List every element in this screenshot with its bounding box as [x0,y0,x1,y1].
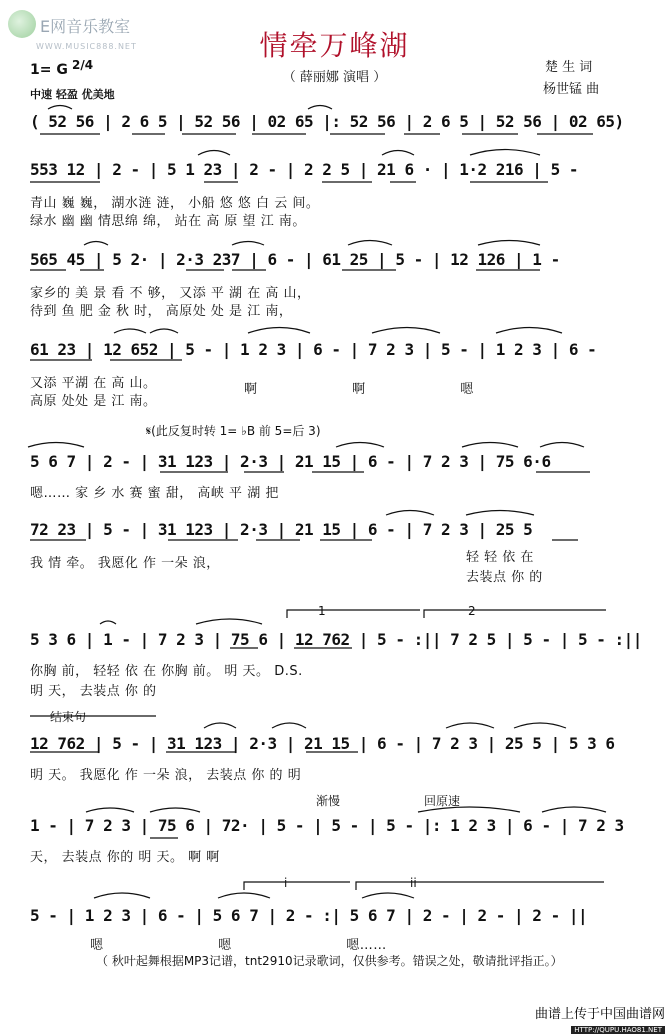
composer-credit: 杨世锰 曲 [543,82,600,97]
coda-label: 结束句 [50,710,87,724]
source-badge-url: HTTP://QUPU.HAO81.NET [571,1026,665,1034]
volta-i-label: i [284,876,288,890]
lyrics-row-5: 嗯…… 家 乡 水 赛 蜜 甜， 高峡 平 湖 把 [30,486,279,501]
lyrics-row-6: 我 情 牵。 我愿化 作 一朵 浪， [30,556,220,571]
lyrics-row-4-verse2: 高原 处处 是 江 南。 [30,394,157,409]
notation-row-3: 565 45 | 5 2· | 2·3 237 | 6 - | 61 25 | 5 - | 12 126 | 1 - [30,250,560,269]
transcription-note: （ 秋叶起舞根据MP3记谱，tnt2910记录歌词，仅供参考。错误之处，敬请批评指正。） [96,954,563,968]
notation-row-9: 1 - | 7 2 3 | 75 6 | 72· | 5 - | 5 - | 5 - |: 1 2 3 | 6 - | 7 2 3 [30,816,624,835]
lyrics-row-7-verse1: 你胸 前， 轻轻 依 在 你胸 前。 明 天。 D.S. [30,664,303,679]
key-signature: 1= G [30,62,68,78]
notation-row-5: 5 6 7 | 2 - | 31 123 | 2·3 | 21 15 | 6 - | 7 2 3 | 75 6·6 [30,452,551,471]
lyrics-row-9: 天， 去装点 你的 明 天。 啊 啊 [30,850,220,865]
volta-ii-label: ii [410,876,417,890]
a-tempo-label: 回原速 [424,794,461,808]
notation-row-10: 5 - | 1 2 3 | 6 - | 5 6 7 | 2 - :| 5 6 7 | 2 - | 2 - | 2 - || [30,906,588,925]
segno-annotation: 𝄋(此反复时转 1= ♭B 前 5=后 3) [146,424,321,438]
watermark-url: WWW.MUSIC888.NET [36,42,137,51]
lyrics-row-4-verse1: 又添 平湖 在 高 山。 [30,376,157,391]
source-badge: 曲谱上传于中国曲谱网 [534,1007,665,1022]
lyrics-row-2-verse1: 青山 巍 巍， 湖水涟 涟， 小船 悠 悠 白 云 间。 [30,196,320,211]
notation-row-4: 61 23 | 12 652 | 5 - | 1 2 3 | 6 - | 7 2 3 | 5 - | 1 2 3 | 6 - [30,340,597,359]
ritardando-label: 渐慢 [316,794,341,808]
lyrics-row-6-side1: 轻 轻 依 在 [466,550,534,565]
notation-row-7: 5 3 6 | 1 - | 7 2 3 | 75 6 | 12 762 | 5 - :|| 7 2 5 | 5 - | 5 - :|| [30,630,642,649]
volta-2-label: 2 [468,604,476,618]
lyrics-row-8: 明 天。 我愿化 作 一朵 浪， 去装点 你 的 明 [30,768,302,783]
time-signature: 2/4 [72,58,94,72]
watermark-site: E网音乐教室 [40,17,131,36]
lyrics-row-3-verse2: 待到 鱼 肥 金 秋 时， 高原处 处 是 江 南， [30,304,293,319]
tempo-marking: 中速 轻盈 优美地 [30,88,115,101]
notation-row-1: ( 52 56 | 2 6 5 | 52 56 | 02 65 |: 52 56 | 2 6 5 | 52 56 | 02 65) [30,112,624,131]
notation-row-6: 72 23 | 5 - | 31 123 | 2·3 | 21 15 | 6 - | 7 2 3 | 25 5 [30,520,533,539]
lyrics-row-10: 嗯 嗯 嗯…… [90,938,387,953]
lyrics-row-3-verse1: 家乡的 美 景 看 不 够， 又添 平 湖 在 高 山， [30,286,311,301]
song-title: 情牵万峰湖 [259,29,410,62]
volta-1-label: 1 [318,604,326,618]
lyricist-credit: 楚 生 词 [545,60,593,75]
singer-credit: （ 薛丽娜 演唱 ） [282,70,387,85]
lyrics-row-2-verse2: 绿水 幽 幽 情思绵 绵， 站在 高 原 望 江 南。 [30,214,306,229]
lyrics-row-7-verse2: 明 天， 去装点 你 的 [30,684,157,699]
lyrics-row-6-side2: 去装点 你 的 [466,570,543,585]
notation-row-2: 553 12 | 2 - | 5 1 23 | 2 - | 2 2 5 | 21 6 · | 1·2 216 | 5 - [30,160,578,179]
notation-row-8: 12 762 | 5 - | 31 123 | 2·3 | 21 15 | 6 - | 7 2 3 | 25 5 | 5 3 6 [30,734,615,753]
lyrics-row-4-side: 啊 啊 嗯 [244,382,474,397]
